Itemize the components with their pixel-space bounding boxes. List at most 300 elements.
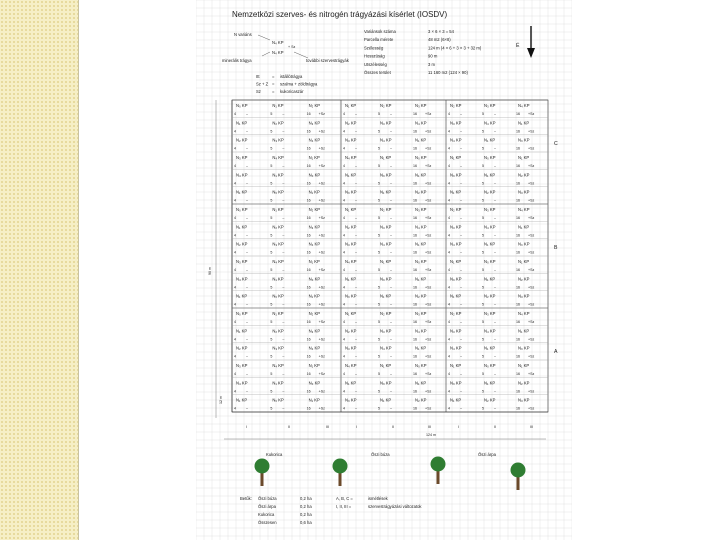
plot-cell-code: 16 [516, 164, 520, 168]
plot-cell-label: N₁ KP [380, 397, 392, 403]
plot-cell-code: 16 [413, 268, 417, 272]
plot-cell-label: N₂ KP [415, 293, 427, 299]
tree-icon [255, 459, 270, 474]
plot-cell-code: 5 [270, 181, 273, 186]
block-label: A [554, 349, 558, 356]
roman-numeral: I [356, 425, 357, 429]
plot-cell-code: 4 [234, 268, 236, 272]
plot-cell-code: 16 [306, 389, 311, 394]
plot-cell-label: N₁ KP [308, 397, 320, 403]
plot-cell-code: 4 [343, 302, 345, 307]
plot-cell-label: N₀ KP [380, 172, 392, 178]
roman-numeral: III [428, 425, 431, 429]
plot-cell-code: +Sz [528, 372, 535, 376]
plot-cell-label: N₁ KP [450, 155, 462, 160]
plot-cell-code: 5 [482, 389, 484, 394]
plot-cell-code: 5 [482, 198, 484, 203]
plot-cell-code: 16 [306, 372, 311, 376]
plot-cell-label: N₀ KP [484, 259, 496, 264]
plot-cell-code: 4 [448, 406, 450, 411]
plot-cell-label: N₄ KP [308, 137, 321, 143]
plot-cell-label: N₁ KP [380, 293, 392, 299]
plot-layout [232, 100, 558, 412]
plot-cell-code: 4 [234, 372, 236, 376]
plot-cell-code: +Sz [318, 181, 325, 186]
tree-trunk [339, 472, 342, 486]
plot-cell-code: 16 [306, 320, 311, 324]
plot-cell-code: +Sz [528, 164, 535, 168]
plot-cell-code: 5 [270, 146, 273, 151]
plot-cell-label: N₁ KP [272, 172, 284, 178]
plot-cell-label: N₃ KP [380, 328, 392, 334]
plot-cell-code: 5 [378, 216, 380, 220]
plot-cell-code: – [355, 372, 357, 376]
plot-cell-code: 16 [516, 198, 520, 203]
plot-cell-label: N₄ KP [345, 155, 357, 160]
plot-cell-code: +Sz [528, 129, 535, 134]
plot-cell-code: 4 [448, 112, 450, 116]
plot-cell-code: – [390, 181, 392, 186]
plot-cell-label: N₀ KP [415, 155, 427, 160]
plot-cell-label: N₁ KP [308, 293, 320, 299]
plot-cell-code: +Sz [425, 164, 432, 168]
tree-icon [511, 463, 526, 478]
plot-cell-code: 4 [234, 285, 236, 290]
legend-equals: = [272, 81, 275, 87]
plot-cell-code: +Sz [425, 250, 432, 255]
plot-cell-label: N₃ KP [308, 328, 321, 334]
plot-cell-label: N₁ KP [450, 189, 462, 195]
plot-cell-label: N₀ KP [450, 172, 462, 178]
plot-cell-code: – [390, 354, 392, 359]
plot-cell-code: 4 [234, 302, 236, 307]
plot-cell-code: 5 [482, 250, 484, 255]
footer-meaning: ismétlések [368, 496, 388, 501]
plot-cell-code: 16 [413, 406, 417, 411]
plot-cell-code: 4 [448, 198, 450, 203]
plot-cell-code: – [246, 372, 248, 376]
plot-cell-label: N₀ KP [518, 345, 530, 351]
plot-cell-code: +Sz [425, 285, 432, 290]
param-value: 3 × 6 × 3 = 54 [428, 29, 454, 34]
plot-cell-label: N₁ KP [518, 328, 530, 334]
plot-cell-code: – [494, 233, 496, 238]
param-value: 124 m (4 × 6 + 3 × 3 + 32 m) [428, 45, 482, 51]
plot-cell-code: 5 [270, 337, 273, 342]
roman-numeral: III [326, 425, 329, 429]
plot-cell-code: 4 [234, 198, 236, 203]
plot-cell-label: N₃ KP [236, 363, 248, 368]
plot-cell-code: – [246, 198, 248, 203]
plot-cell-label: N₃ KP [450, 224, 462, 230]
plot-cell-code: 4 [234, 250, 236, 255]
plot-cell-code: 5 [482, 320, 484, 324]
plot-cell-code: 4 [343, 181, 345, 186]
plot-cell-code: +Sz [528, 354, 535, 359]
plot-cell-code: 16 [413, 233, 417, 238]
document-page [196, 0, 572, 540]
plot-cell-code: +Sz [528, 233, 535, 238]
plot-cell-label: N₄ KP [236, 276, 248, 282]
plot-cell-code: +Sz [425, 372, 432, 376]
plot-cell-label: N₃ KP [380, 224, 392, 230]
plot-cell-label: N₁ KP [415, 241, 427, 247]
plot-cell-code: – [390, 337, 392, 342]
plot-cell-label: N₂ KP [484, 397, 496, 403]
plot-cell-code: 16 [306, 181, 311, 186]
plot-cell-code: +Sz [318, 285, 325, 290]
plot-cell-label: N₄ KP [450, 345, 462, 351]
plot-cell-code: 4 [234, 129, 236, 134]
plot-cell-code: – [355, 146, 357, 151]
plot-cell-code: – [494, 268, 496, 272]
plot-cell-label: N₂ KP [518, 380, 530, 386]
plot-cell-code: – [390, 372, 392, 376]
plot-cell-label: N₄ KP [272, 155, 284, 160]
plot-cell-code: 4 [343, 146, 345, 151]
plot-cell-code: 4 [343, 354, 345, 359]
tree-icon [333, 459, 348, 474]
plot-cell-code: – [355, 354, 357, 359]
plot-cell-code: – [355, 406, 357, 411]
plot-cell-code: 16 [516, 233, 520, 238]
plot-cell-code: +Sz [318, 354, 325, 359]
plot-cell-label: N₁ KP [484, 172, 496, 178]
plot-cell-label: N₁ KP [484, 345, 496, 351]
roman-numeral: I [458, 425, 459, 429]
roman-numeral: III [530, 425, 533, 429]
plot-cell-label: N₀ KP [236, 103, 248, 108]
plot-cell-code: – [460, 216, 462, 220]
plot-cell-code: 5 [482, 354, 484, 359]
plot-cell-label: N₁ KP [345, 380, 357, 386]
plot-cell-code: 5 [378, 406, 380, 411]
plot-cell-code: – [460, 372, 462, 376]
plot-cell-label: N₂ KP [415, 189, 427, 195]
plot-cell-label: N₁ KP [345, 103, 357, 108]
plot-cell-label: N₁ KP [272, 380, 284, 386]
plot-cell-code: – [282, 320, 285, 324]
plot-cell-label: N₃ KP [345, 137, 357, 143]
plot-cell-label: N₄ KP [380, 241, 392, 247]
plot-cell-code: – [494, 129, 496, 134]
plot-cell-code: 16 [413, 302, 417, 307]
plot-cell-label: N₁ KP [450, 259, 462, 264]
plot-cell-code: – [282, 129, 285, 134]
plot-cell-code: 5 [378, 354, 380, 359]
plot-cell-label: N₂ KP [272, 224, 284, 230]
plot-cell-code: 16 [306, 302, 311, 307]
plot-cell-code: 16 [306, 146, 311, 151]
plot-cell-label: N₂ KP [236, 137, 248, 143]
plot-cell-code: – [355, 112, 357, 116]
plot-cell-code: – [355, 302, 357, 307]
plot-cell-label: N₁ KP [236, 224, 248, 230]
plot-cell-code: – [460, 146, 462, 151]
north-label: É [516, 43, 520, 49]
plot-cell-code: 16 [516, 268, 520, 272]
legend-text: kukoricaszár [280, 89, 304, 94]
plot-cell-code: +Sz [425, 198, 432, 203]
plot-cell-code: 5 [482, 406, 484, 411]
plot-cell-code: – [494, 337, 496, 342]
legend-text: istállótrágya [280, 74, 303, 79]
plot-cell-code: 16 [516, 320, 520, 324]
plot-cell-code: 5 [270, 389, 273, 394]
plot-cell-label: N₀ KP [518, 137, 530, 143]
plot-cell-code: 16 [516, 389, 520, 394]
plot-cell-code: 4 [448, 250, 450, 255]
plot-cell-code: 5 [482, 216, 484, 220]
plot-cell-code: 4 [448, 372, 450, 376]
footer-label: Betűk: [240, 496, 252, 501]
plot-cell-code: – [355, 216, 357, 220]
plot-cell-code: 16 [516, 354, 520, 359]
plot-cell-label: N₃ KP [415, 311, 427, 316]
plot-cell-code: 4 [234, 354, 236, 359]
plot-cell-label: N₀ KP [415, 363, 427, 368]
plot-cell-code: +Sz [425, 181, 432, 186]
plot-cell-code: – [282, 198, 285, 203]
plot-cell-code: +Sz [528, 302, 535, 307]
plot-cell-code: 4 [343, 372, 345, 376]
plot-cell-code: +Sz [528, 146, 535, 151]
plot-cell-label: N₃ KP [484, 103, 496, 108]
plot-cell-code: +Sz [425, 354, 432, 359]
param-key: Hosszúság [364, 53, 385, 59]
plot-cell-code: 5 [482, 129, 484, 134]
plot-cell-code: 5 [378, 146, 380, 151]
plot-cell-code: – [390, 302, 392, 307]
plot-cell-code: – [494, 320, 496, 324]
plot-cell-code: +Sz [318, 337, 325, 342]
plot-cell-code: 5 [270, 268, 273, 272]
plot-cell-code: 5 [270, 164, 273, 168]
plot-cell-code: 5 [270, 285, 273, 290]
plot-cell-code: 5 [378, 112, 380, 116]
plot-cell-label: N₃ KP [308, 120, 321, 126]
plot-cell-label: N₃ KP [380, 120, 392, 126]
plot-cell-code: – [355, 285, 357, 290]
plot-cell-code: 4 [343, 112, 345, 116]
plot-cell-label: N₂ KP [308, 207, 321, 212]
plot-cell-code: – [282, 216, 285, 220]
plot-cell-code: – [390, 164, 392, 168]
plot-cell-code: 4 [343, 285, 345, 290]
plot-cell-label: N₀ KP [484, 363, 496, 368]
tree-icon [431, 457, 446, 472]
plot-cell-code: +Sz [318, 216, 325, 220]
plot-cell-code: +Sz [425, 302, 432, 307]
footer-key: I, II, III = [336, 504, 352, 509]
plot-cell-code: – [390, 216, 392, 220]
plot-cell-code: 5 [482, 302, 484, 307]
plot-cell-label: N₁ KP [308, 189, 320, 195]
plot-cell-code: – [246, 250, 248, 255]
plot-cell-code: – [494, 216, 496, 220]
plot-cell-label: N₃ KP [272, 345, 284, 351]
plot-cell-code: +Sz [528, 268, 535, 272]
plot-cell-code: +Sz [528, 320, 535, 324]
param-value: 90 m [428, 53, 438, 59]
plot-cell-code: 5 [378, 389, 380, 394]
plot-cell-label: N₂ KP [345, 224, 357, 230]
plot-cell-label: N₂ KP [236, 345, 248, 351]
param-key: Parcella mérete [364, 37, 394, 43]
plot-cell-code: – [246, 164, 248, 168]
plot-cell-label: N₂ KP [484, 293, 496, 299]
legend-symbol: Sz [256, 89, 261, 94]
plot-cell-label: N₄ KP [380, 345, 392, 351]
plot-cell-code: 16 [413, 250, 417, 255]
plot-cell-code: 16 [413, 164, 417, 168]
plot-cell-code: 16 [516, 112, 520, 116]
plot-cell-label: N₁ KP [236, 189, 248, 195]
plot-cell-code: – [494, 354, 496, 359]
plot-cell-code: 16 [413, 372, 417, 376]
plot-cell-code: 5 [378, 233, 380, 238]
footer-area: 0,2 ha [300, 512, 312, 517]
plot-cell-code: 16 [413, 198, 417, 203]
plot-cell-code: +Sz [318, 268, 325, 272]
plot-cell-code: 16 [306, 285, 311, 290]
plot-cell-label: N₀ KP [380, 276, 392, 282]
plot-cell-label: N₃ KP [415, 103, 427, 108]
plot-cell-code: 5 [482, 112, 484, 116]
plot-cell-code: +Sz [425, 268, 432, 272]
plot-cell-label: N₁ KP [272, 207, 284, 212]
plot-cell-code: – [390, 129, 392, 134]
plot-cell-code: 5 [378, 164, 380, 168]
plot-cell-code: 5 [378, 337, 380, 342]
plot-cell-label: N₁ KP [236, 120, 248, 126]
plot-cell-label: N₁ KP [484, 276, 496, 282]
plot-cell-label: N₀ KP [308, 380, 321, 386]
plot-cell-label: N₁ KP [345, 276, 357, 282]
plot-cell-code: – [460, 406, 462, 411]
plot-cell-label: N₄ KP [518, 207, 530, 212]
plot-cell-code: – [246, 285, 248, 290]
plot-cell-code: 4 [234, 320, 236, 324]
plot-cell-label: N₂ KP [308, 103, 321, 108]
plot-cell-code: – [460, 250, 462, 255]
plot-cell-code: – [494, 181, 496, 186]
param-key: Összes terület [364, 70, 391, 75]
plot-cell-code: – [282, 389, 285, 394]
plot-cell-code: – [494, 372, 496, 376]
plot-cell-code: 4 [343, 129, 345, 134]
plot-cell-code: +Sz [425, 389, 432, 394]
footer-crop: Kukorica [258, 512, 275, 517]
plot-cell-code: 5 [482, 233, 484, 238]
plot-cell-code: – [460, 198, 462, 203]
plot-cell-code: 5 [378, 250, 380, 255]
plot-cell-label: N₄ KP [484, 328, 496, 334]
plot-cell-code: +Sz [318, 129, 325, 134]
plot-cell-code: +Sz [425, 320, 432, 324]
plot-cell-code: – [246, 268, 248, 272]
bottom-dimension: 124 m [426, 433, 436, 437]
plot-cell-code: 16 [516, 216, 520, 220]
footer-meaning: szervestrágyázási változatok [368, 504, 422, 509]
plot-cell-label: N₁ KP [345, 207, 357, 212]
plot-cell-code: 4 [448, 354, 450, 359]
decorative-side-strip [0, 0, 79, 540]
plot-cell-label: N₁ KP [272, 276, 284, 282]
plot-cell-code: 5 [482, 372, 484, 376]
plot-cell-code: 5 [482, 181, 484, 186]
plot-cell-label: N₀ KP [308, 276, 321, 282]
plot-cell-code: +Sz [318, 320, 325, 324]
plot-cell-code: +Sz [528, 198, 535, 203]
plot-cell-code: 5 [482, 268, 484, 272]
plot-cell-code: 16 [413, 354, 417, 359]
plot-cell-code: +Sz [318, 389, 325, 394]
plot-cell-code: 4 [234, 337, 236, 342]
plot-cell-code: 4 [448, 216, 450, 220]
plot-cell-label: N₄ KP [484, 120, 496, 126]
plot-cell-code: 4 [234, 233, 236, 238]
label-other-organic: további szervestrágyák [306, 58, 349, 63]
plot-cell-code: 4 [234, 164, 236, 168]
plot-cell-label: N₄ KP [415, 120, 427, 126]
plot-cell-code: 5 [270, 233, 273, 238]
plot-cell-label: N₄ KP [345, 363, 357, 368]
legend-equals: = [272, 74, 275, 79]
plot-cell-label: N₂ KP [450, 103, 462, 108]
plot-cell-code: – [390, 268, 392, 272]
plot-cell-label: N₄ KP [236, 380, 248, 386]
plot-cell-code: +Sz [425, 146, 432, 151]
plot-cell-label: N₀ KP [415, 259, 427, 264]
plot-cell-code: +Sz [425, 129, 432, 134]
plot-cell-label: N₃ KP [518, 189, 530, 195]
plot-cell-code: 4 [343, 389, 345, 394]
roman-numeral: II [494, 425, 496, 429]
plot-cell-code: 16 [306, 198, 311, 203]
plot-cell-code: – [460, 320, 462, 324]
plot-cell-code: – [390, 406, 392, 411]
param-key: Szélesség [364, 45, 384, 51]
param-value: 3 m [428, 61, 435, 67]
plot-cell-label: N₂ KP [272, 328, 284, 334]
plot-cell-code: – [390, 146, 392, 151]
plot-cell-code: – [494, 285, 496, 290]
plot-cell-code: – [494, 164, 496, 168]
plot-cell-code: 16 [413, 112, 417, 116]
plot-cell-label: N₄ KP [484, 224, 496, 230]
plot-cell-code: 16 [306, 354, 311, 359]
plot-cell-code: – [460, 285, 462, 290]
plot-cell-label: N₃ KP [236, 155, 248, 160]
plot-cell-code: – [390, 233, 392, 238]
plot-cell-label: N₀ KP [236, 207, 248, 212]
plot-cell-code: – [355, 268, 357, 272]
plot-cell-code: 5 [378, 198, 380, 203]
plot-cell-code: 4 [343, 320, 345, 324]
plot-cell-code: – [246, 337, 248, 342]
plot-cell-label: N₃ KP [272, 241, 284, 247]
legend-symbol: Itt [256, 74, 260, 79]
plot-cell-code: 16 [516, 146, 520, 151]
plot-cell-code: – [460, 181, 462, 186]
plot-cell-code: 4 [448, 389, 450, 394]
plot-cell-label: N₃ KP [484, 207, 496, 212]
footer-area: 0,6 ha [300, 520, 312, 525]
plot-cell-code: +Sz [528, 337, 535, 342]
param-key: Utszélesség [364, 61, 387, 67]
plot-cell-code: – [282, 268, 285, 272]
